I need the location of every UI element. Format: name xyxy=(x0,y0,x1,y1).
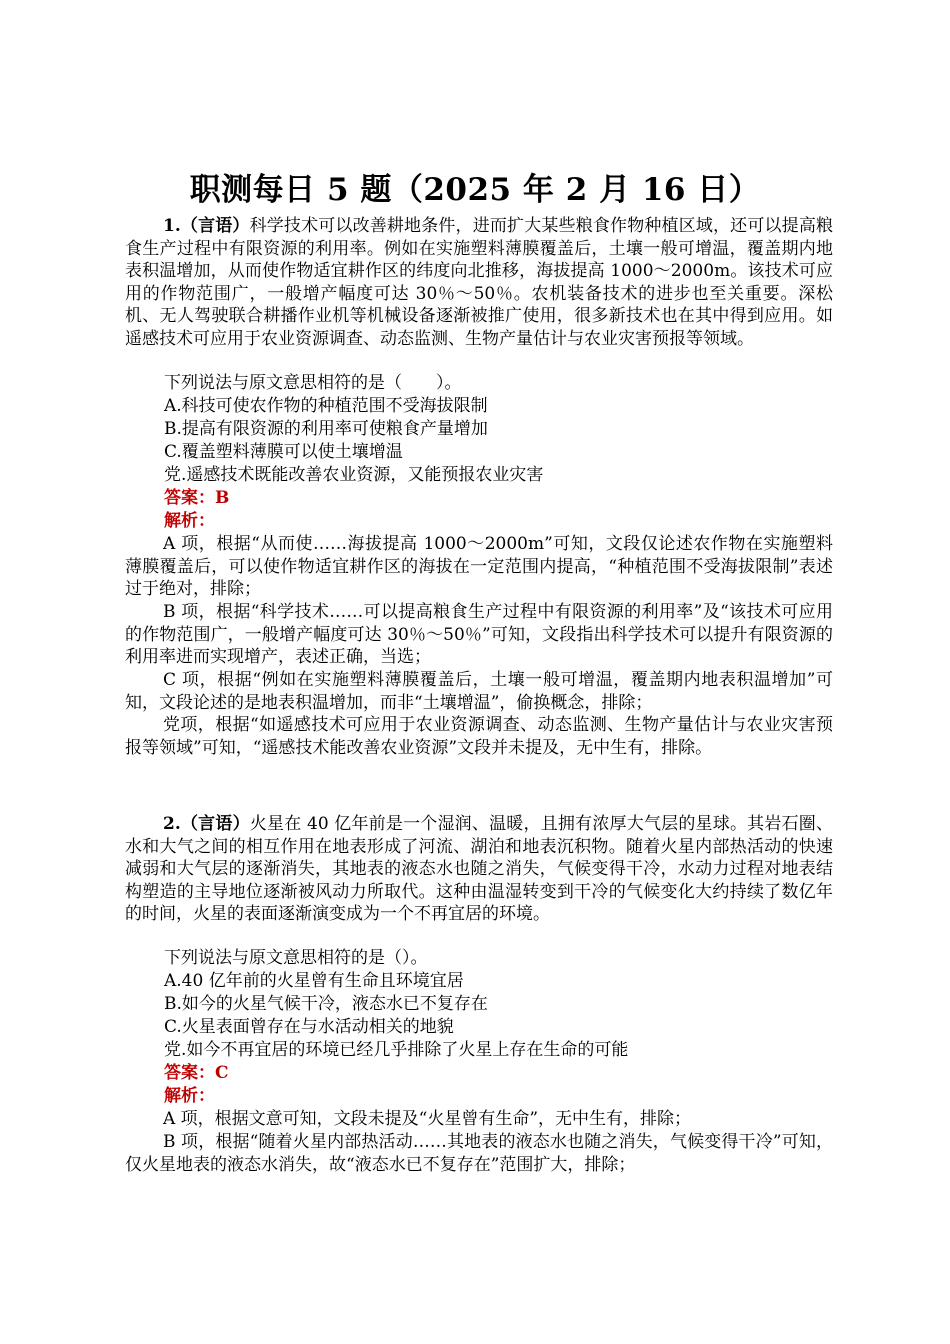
page-title: 职测每日 5 题（2025 年 2 月 16 日） xyxy=(189,172,761,208)
q1-option-b: B.提高有限资源的利用率可使粮食产量增加 xyxy=(164,419,488,439)
q1-analysis-b: B 项，根据“科学技术……可以提高粮食生产过程中有限资源的利用率”及“该技术可应用的作物范围广，一般增产幅度可达 30％～50％”可知，文段指出科学技术可以提升有限资源的利用率进而实现增产，表述正确，当选； xyxy=(125,602,833,668)
q2-option-c: C.火星表面曾存在与水活动相关的地貌 xyxy=(164,1017,454,1037)
q2-answer: 答案：C xyxy=(164,1063,229,1083)
q1-answer: 答案：B xyxy=(164,488,230,508)
q2-analysis-a: A 项，根据文意可知，文段未提及“火星曾有生命”，无中生有，排除； xyxy=(163,1109,692,1129)
q2-stem: 下列说法与原文意思相符的是（）。 xyxy=(164,948,428,968)
q1-passage xyxy=(125,215,833,351)
q1-option-d: 党.遥感技术既能改善农业资源，又能预报农业灾害 xyxy=(164,465,544,485)
q1-option-a: A.科技可使农作物的种植范围不受海拔限制 xyxy=(164,396,488,416)
q2-option-b: B.如今的火星气候干冷，液态水已不复存在 xyxy=(164,994,488,1014)
q2-option-d: 党.如今不再宜居的环境已经几乎排除了火星上存在生命的可能 xyxy=(164,1040,629,1060)
q1-analysis-label: 解析： xyxy=(164,511,215,531)
q2-analysis-label: 解析： xyxy=(164,1086,215,1106)
q1-analysis-d: 党项，根据“如遥感技术可应用于农业资源调查、动态监测、生物产量估计与农业灾害预报等领域”可知，“遥感技术能改善农业资源”文段并未提及，无中生有，排除。 xyxy=(125,715,833,758)
q1-option-c: C.覆盖塑料薄膜可以使土壤增温 xyxy=(164,442,403,462)
q2-passage-text: 火星在 40 亿年前是一个湿润、温暖，且拥有浓厚大气层的星球。其岩石圈、水和大气之间的相互作用在地表形成了河流、湖泊和地表沉积物。随着火星内部热活动的快速减弱和大气层的逐渐消失，其地表的液态水也随之消失，气候变得干冷，水动力过程对地表结构塑造的主导地位逐渐被风动力所取代。这种由温湿转变到干冷的气候变化大约持续了数亿年的时间，火星的表面逐渐演变成为一个不再宜居的环境。 xyxy=(125,814,833,925)
q1-analysis-c: C 项，根据“例如在实施塑料薄膜覆盖后，土壤一般可增温，覆盖期内地表积温增加”可知，文段论述的是地表积温增加，而非“土壤增温”，偷换概念，排除； xyxy=(125,670,833,713)
q1-analysis-a: A 项，根据“从而使……海拔提高 1000～2000m”可知，文段仅论述农作物在实施塑料薄膜覆盖后，可以使作物适宜耕作区的海拔在一定范围内提高，“种植范围不受海拔限制”表述过于绝对，排除； xyxy=(125,534,833,600)
q2-number: 2.（言语） xyxy=(163,814,250,834)
q2-option-a: A.40 亿年前的火星曾有生命且环境宜居 xyxy=(164,971,464,991)
q1-number: 1.（言语） xyxy=(163,216,250,236)
q1-stem: 下列说法与原文意思相符的是（ ）。 xyxy=(164,373,462,393)
q1-passage-text: 科学技术可以改善耕地条件，进而扩大某些粮食作物种植区域，还可以提高粮食生产过程中有限资源的利用率。例如在实施塑料薄膜覆盖后，土壤一般可增温，覆盖期内地表积温增加，从而使作物适宜耕作区的纬度向北推移，海拔提高 1000～2000m。该技术可应用的作物范围广，一般增产幅度可达 30％～50％。农机装备技术的进步也至关重要。深松机、无人驾驶联合耕播作业机等机械设备逐渐被推广使用，很多新技术也在其中得到应用。如遥感技术可应用于农业资源调查、动态监测、生物产量估计与农业灾害预报等领域。 xyxy=(125,216,834,349)
q2-passage xyxy=(125,813,833,926)
q2-analysis-b: B 项，根据“随着火星内部热活动……其地表的液态水也随之消失，气候变得干冷”可知，仅火星地表的液态水消失，故“液态水已不复存在”范围扩大，排除； xyxy=(125,1132,833,1175)
